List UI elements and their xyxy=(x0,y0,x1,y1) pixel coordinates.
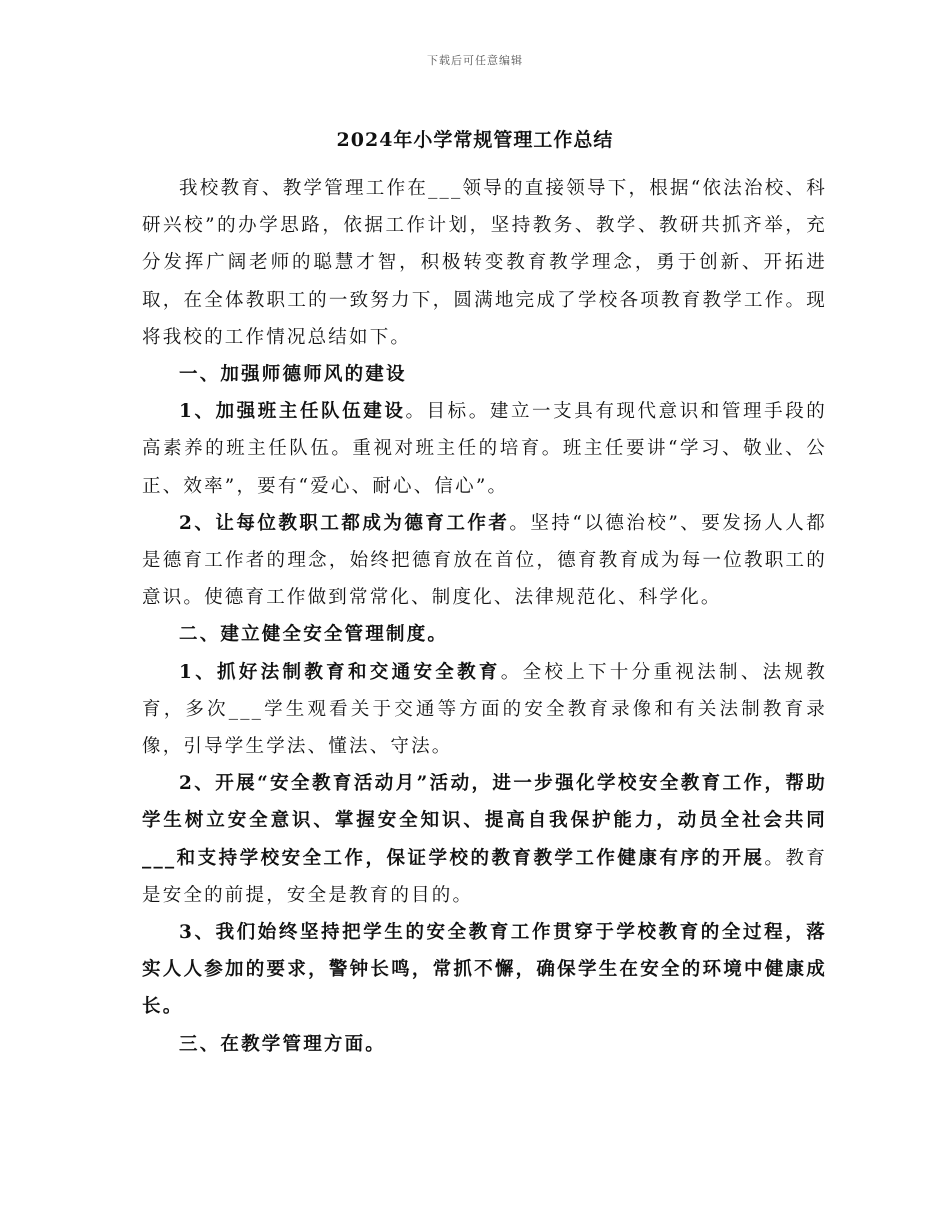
document-title: 2024年小学常规管理工作总结 xyxy=(336,129,614,151)
section2-heading: 二、建立健全安全管理制度。 xyxy=(179,624,449,646)
section1-heading: 一、加强师德师风的建设 xyxy=(179,364,407,386)
section3-heading: 三、在教学管理方面。 xyxy=(179,1033,387,1055)
section2-item1 xyxy=(142,654,827,766)
section1-item1-text: 。目标。建立一支具有现代意识和管理手段的高素养的班主任队伍。重视对班主任的培育。班主任要讲“学习、敬业、公正、效率”，要有“爱心、耐心、信心”。 xyxy=(142,401,827,497)
section2-item2-lead: 2、开展“安全教育活动月”活动，进一步强化学校安全教育工作，帮助学生树立安全意识、掌握安全知识、提高自我保护能力，动员全社会共同___和支持学校安全工作，保证学校的教育教学工作健康有序的开展 xyxy=(142,773,827,869)
section1-item2-lead: 2、让每位教职工都成为德育工作者 xyxy=(179,512,510,534)
section2-item1-lead: 1、抓好法制教育和交通安全教育 xyxy=(179,661,501,683)
page-header-note: 下载后可任意编辑 xyxy=(427,54,523,67)
section2-item3: 3、我们始终坚持把学生的安全教育工作贯穿于学校教育的全过程，落实人人参加的要求，警钟长鸣，常抓不懈，确保学生在安全的环境中健康成长。 xyxy=(142,922,827,1018)
section2-item2 xyxy=(142,765,827,914)
section1-item2 xyxy=(142,505,827,617)
section1-item2-text: 。坚持“以德治校”、要发扬人人都是德育工作者的理念，始终把德育放在首位，德育教育成为每一位教职工的意识。使德育工作做到常常化、制度化、法律规范化、科学化。 xyxy=(142,512,827,609)
document-body xyxy=(142,170,827,1063)
section2-item1-text: 。全校上下十分重视法制、法规教育，多次___学生观看关于交通等方面的安全教育录像和有关法制教育录像，引导学生学法、懂法、守法。 xyxy=(142,661,827,758)
intro-paragraph: 我校教育、教学管理工作在___领导的直接领导下，根据“依法治校、科研兴校”的办学思路，依据工作计划，坚持教务、教学、教研共抓齐举，充分发挥广阔老师的聪慧才智，积极转变教育教学理念，勇于创新、开拓进取，在全体教职工的一致努力下，圆满地完成了学校各项教育教学工作。现将我校的工作情况总结如下。 xyxy=(142,178,827,348)
section1-item1 xyxy=(142,393,827,505)
section2-item2-text: 。教育是安全的前提，安全是教育的目的。 xyxy=(142,847,828,906)
section1-item1-lead: 1、加强班主任队伍建设 xyxy=(179,401,406,423)
